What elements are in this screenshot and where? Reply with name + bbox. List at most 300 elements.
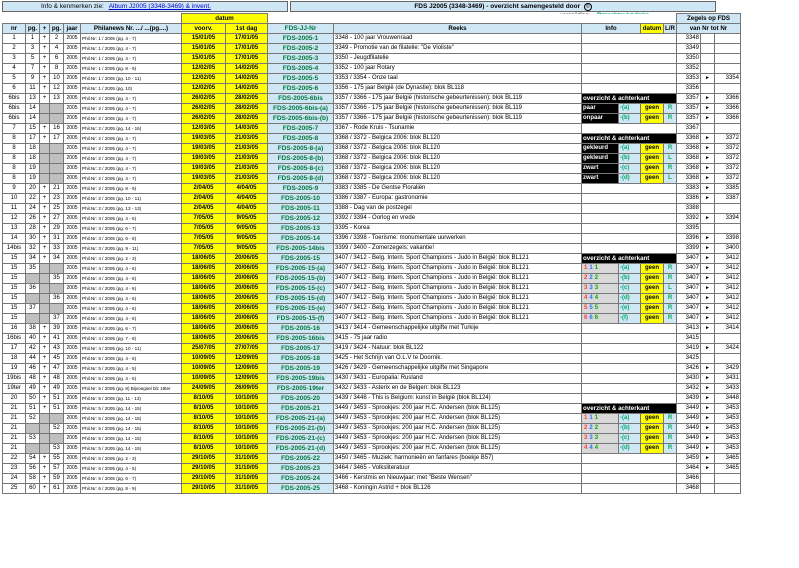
col-1st-dag: 1st dag [226, 24, 268, 34]
row-voorv: 2/04/05 [182, 194, 226, 204]
row-philanews: Phil.Nr: 1 / 2005 (pg. 10) [81, 84, 182, 94]
table-row [3, 234, 741, 244]
info-num: 3 [584, 435, 588, 441]
row-reeks: 3407 / 3412 - Belg. Intern. Sport Champions - Judo in België: blok BL121 [334, 284, 582, 294]
row-jaar: 2005 [64, 204, 81, 214]
row-tot [714, 54, 740, 64]
row-pg2 [50, 434, 64, 444]
row-1st-dag: 26/09/05 [226, 384, 268, 394]
row-plus [40, 274, 50, 284]
table-row [3, 484, 741, 494]
table-row [3, 144, 741, 154]
row-info-geen: geen [641, 154, 664, 164]
row-fds-nr: FDS-2005-12 [268, 214, 334, 224]
row-nr: 19ter [3, 384, 26, 394]
table-row [3, 464, 741, 474]
row-plus: + [40, 374, 50, 384]
info-num: 2 [594, 275, 599, 281]
info-num: 5 [594, 305, 599, 311]
row-pg1: 9 [26, 74, 40, 84]
row-info-empty [582, 84, 677, 94]
table-row [3, 474, 741, 484]
row-reeks: 3419 / 3424 - Natuur: blok BL122 [334, 344, 582, 354]
row-voorv: 18/06/05 [182, 254, 226, 264]
row-info-geen: geen [641, 274, 664, 284]
row-reeks: 3348 - 100 jaar Vrouwenraad [334, 34, 582, 44]
row-pg1: 26 [26, 214, 40, 224]
info-num: 3 [594, 285, 599, 291]
row-1st-dag: 21/03/05 [226, 144, 268, 154]
col-pg1: pg. [26, 24, 40, 34]
row-1st-dag: 9/05/05 [226, 214, 268, 224]
row-voorv: 18/06/05 [182, 264, 226, 274]
row-tot: 3385 [714, 184, 740, 194]
row-info-empty [582, 454, 677, 464]
row-tot: 3366 [714, 104, 740, 114]
row-lr: R [664, 104, 677, 114]
row-jaar: 2005 [64, 294, 81, 304]
table-row [3, 134, 741, 144]
row-philanews: Phil.Nr: 2 / 2005 (pg. 4 - 7) [81, 144, 182, 154]
arrow-right-icon: ► [700, 444, 714, 454]
row-jaar: 2005 [64, 64, 81, 74]
row-info-nums [582, 274, 619, 284]
arrow-right-icon: ► [700, 364, 714, 374]
row-tot: 3412 [714, 284, 740, 294]
info-num: 1 [584, 415, 588, 421]
row-philanews: Phil.Nr: 4 / 2005 (pg. 7 - 8) [81, 334, 182, 344]
row-voorv: 24/09/05 [182, 384, 226, 394]
row-info-letter: -(b) [619, 274, 641, 284]
table-row [3, 284, 741, 294]
row-plus: + [40, 194, 50, 204]
row-1st-dag: 20/06/05 [226, 324, 268, 334]
row-info-type: gekleurd [582, 154, 619, 164]
row-philanews: Phil.Nr: 4 / 2005 (pg. 4 - 6) [81, 274, 182, 284]
row-jaar: 2005 [64, 354, 81, 364]
row-plus [40, 174, 50, 184]
row-reeks: 3468 - Koningin Astrid + blok BL126 [334, 484, 582, 494]
row-info-letter: -(c) [619, 164, 641, 174]
table-row [3, 364, 741, 374]
row-pg1: 22 [26, 194, 40, 204]
row-tot: 3465 [714, 454, 740, 464]
row-voorv: 7/05/05 [182, 244, 226, 254]
row-reeks: 3466 - Kerstmis en Nieuwjaar: met "Beste Wensen" [334, 474, 582, 484]
row-tot: 3465 [714, 464, 740, 474]
arrow-right-icon: ► [700, 394, 714, 404]
row-tot: 3412 [714, 304, 740, 314]
row-1st-dag: 10/10/05 [226, 424, 268, 434]
row-nr: 8 [3, 164, 26, 174]
row-philanews: Phil.Nr: 2 / 2005 (pg. 4 - 7) [81, 174, 182, 184]
arrow-right-icon [700, 64, 714, 74]
row-tot: 3433 [714, 384, 740, 394]
row-fds-nr: FDS-2005-10 [268, 194, 334, 204]
row-voorv: 18/06/05 [182, 324, 226, 334]
row-info-geen: geen [641, 314, 664, 324]
row-info-letter: -(d) [619, 174, 641, 184]
row-van: 3388 [676, 204, 700, 214]
row-info-empty [582, 354, 677, 364]
row-reeks: 3415 - 75 jaar radio [334, 334, 582, 344]
row-pg2: 8 [50, 64, 64, 74]
row-pg2: 49 [50, 384, 64, 394]
row-1st-dag: 28/02/05 [226, 94, 268, 104]
row-tot: 3412 [714, 274, 740, 284]
row-pg1: 1 [26, 34, 40, 44]
row-pg1: 34 [26, 254, 40, 264]
col-pg2: pg. [50, 24, 64, 34]
row-1st-dag: 21/03/05 [226, 154, 268, 164]
arrow-right-icon: ► [700, 374, 714, 384]
row-plus: + [40, 44, 50, 54]
row-plus: + [40, 74, 50, 84]
album-link[interactable]: Album J2005 (3348-3469) & invent. [108, 3, 211, 10]
row-1st-dag: 10/10/05 [226, 414, 268, 424]
row-nr: 15 [3, 314, 26, 324]
row-nr: 15 [3, 274, 26, 284]
table-row [3, 274, 741, 284]
row-info-letter: -(a) [619, 104, 641, 114]
table-row [3, 154, 741, 164]
row-van: 3415 [676, 334, 700, 344]
row-van: 3368 [676, 164, 700, 174]
row-plus: + [40, 64, 50, 74]
row-1st-dag: 10/10/05 [226, 404, 268, 414]
arrow-right-icon: ► [700, 434, 714, 444]
row-reeks: 3350 - Jeugdfilatelie [334, 54, 582, 64]
row-van: 3368 [676, 144, 700, 154]
row-voorv: 8/10/05 [182, 414, 226, 424]
arrow-right-icon: ► [700, 164, 714, 174]
row-pg2: 31 [50, 234, 64, 244]
row-info-geen: geen [641, 444, 664, 454]
col-lr: L/R [665, 25, 675, 32]
row-van: 3368 [676, 134, 700, 144]
row-1st-dag: 12/09/05 [226, 364, 268, 374]
row-fds-nr: FDS-2005-19ter [268, 384, 334, 394]
row-plus: + [40, 34, 50, 44]
row-info-letter: -(c) [619, 434, 641, 444]
row-reeks: 3425 - Het Schrijn van O.L.V te Doornik. [334, 354, 582, 364]
row-philanews: Phil.Nr: 6 / 2005 (pg. 6 - 7) [81, 474, 182, 484]
row-philanews: Phil.Nr: 6 / 2005 (pg. 2 - 3) [81, 454, 182, 464]
row-1st-dag: 9/05/05 [226, 244, 268, 254]
row-1st-dag: 9/05/05 [226, 234, 268, 244]
row-fds-nr: FDS-2005-9 [268, 184, 334, 194]
row-tot [714, 44, 740, 54]
col-info-datum: datum [641, 24, 664, 34]
row-van: 3432 [676, 384, 700, 394]
row-plus: + [40, 394, 50, 404]
row-reeks: 3464 / 3465 - Volksliteratuur [334, 464, 582, 474]
row-tot: 3394 [714, 214, 740, 224]
info-num: 3 [589, 285, 593, 291]
fds-table [2, 13, 741, 494]
row-reeks: 3353 / 3354 - Onze taal [334, 74, 582, 84]
info-num: 2 [594, 425, 599, 431]
row-jaar: 2005 [64, 484, 81, 494]
arrow-right-icon [700, 124, 714, 134]
info-num: 4 [589, 445, 593, 451]
row-lr: L [664, 284, 677, 294]
row-voorv: 10/09/05 [182, 364, 226, 374]
arrow-right-icon: ► [700, 304, 714, 314]
row-tot: 3453 [714, 424, 740, 434]
row-plus [40, 304, 50, 314]
row-1st-dag: 10/10/05 [226, 434, 268, 444]
info-num: 3 [584, 285, 588, 291]
info-num: 4 [584, 295, 588, 301]
row-1st-dag: 27/07/05 [226, 344, 268, 354]
row-philanews: Phil.Nr: 6 / 2005 (pg. 8 - 9) [81, 484, 182, 494]
row-pg1: 14 [26, 104, 40, 114]
row-tot [714, 124, 740, 134]
row-jaar: 2005 [64, 104, 81, 114]
row-nr: 13 [3, 224, 26, 234]
row-pg1: 48 [26, 374, 40, 384]
row-pg2 [50, 154, 64, 164]
row-info-nums [582, 444, 619, 454]
row-1st-dag: 20/06/05 [226, 284, 268, 294]
table-row [3, 384, 741, 394]
row-philanews: Phil.Nr: 3 / 2005 (pg. 6 - 7) [81, 224, 182, 234]
row-pg2: 21 [50, 184, 64, 194]
row-van: 3386 [676, 194, 700, 204]
row-voorv: 10/09/05 [182, 374, 226, 384]
copyright-icon: © [585, 4, 590, 10]
row-nr: 10 [3, 194, 26, 204]
table-row [3, 114, 741, 124]
row-voorv: 7/05/05 [182, 224, 226, 234]
row-tot: 3453 [714, 434, 740, 444]
table-row [3, 414, 741, 424]
row-voorv: 18/06/05 [182, 284, 226, 294]
row-voorv: 19/03/05 [182, 154, 226, 164]
row-1st-dag: 10/10/05 [226, 394, 268, 404]
row-voorv: 19/03/05 [182, 164, 226, 174]
row-fds-nr: FDS-2005-14 [268, 234, 334, 244]
row-info-nums [582, 304, 619, 314]
row-pg1: 28 [26, 224, 40, 234]
row-reeks: 3399 / 3400 - Zomerzegels: vakantie! [334, 244, 582, 254]
row-philanews: Phil.Nr: 6 / 2005 (pg. 4 - 5) [81, 464, 182, 474]
row-plus [40, 264, 50, 274]
row-van: 3425 [676, 354, 700, 364]
row-nr: 21 [3, 414, 26, 424]
row-plus [40, 414, 50, 424]
info-num: 1 [589, 265, 593, 271]
row-voorv: 12/02/05 [182, 84, 226, 94]
row-plus: + [40, 124, 50, 134]
row-reeks: 3396 / 3398 - Toerisme: monumentale uurwerken [334, 234, 582, 244]
table-row [3, 424, 741, 434]
row-info-empty [582, 464, 677, 474]
row-van: 3356 [676, 84, 700, 94]
row-1st-dag: 20/06/05 [226, 304, 268, 314]
row-jaar: 2005 [64, 244, 81, 254]
arrow-right-icon: ► [700, 234, 714, 244]
row-info-letter: -(a) [619, 144, 641, 154]
row-philanews: Phil.Nr: 5 / 2005 (pg. 4 - 5) [81, 364, 182, 374]
info-num: 4 [594, 295, 599, 301]
row-philanews: Phil.Nr: 5 / 2005 (pg. 8) Bijvoegsel blz 19ter [81, 384, 182, 394]
row-pg2: 55 [50, 454, 64, 464]
row-info-geen: geen [641, 304, 664, 314]
row-fds-nr: FDS-2005-8-(d) [268, 174, 334, 184]
row-philanews: Phil.Nr: 2 / 2005 (pg. 4 - 7) [81, 164, 182, 174]
row-pg1: 40 [26, 334, 40, 344]
row-fds-nr: FDS-2005-21-(b) [268, 424, 334, 434]
row-info-empty [582, 334, 677, 344]
row-van: 3407 [676, 264, 700, 274]
row-nr: 19bis [3, 374, 26, 384]
row-fds-nr: FDS-2005-1 [268, 34, 334, 44]
row-voorv: 12/02/05 [182, 74, 226, 84]
row-voorv: 8/10/05 [182, 394, 226, 404]
row-reeks: 3356 - 175 jaar België (de Dynastie): blok BL118 [334, 84, 582, 94]
row-voorv: 18/06/05 [182, 314, 226, 324]
arrow-right-icon: ► [700, 74, 714, 84]
table-row [3, 394, 741, 404]
arrow-right-icon: ► [700, 454, 714, 464]
arrow-right-icon [700, 34, 714, 44]
row-plus [40, 284, 50, 294]
row-nr: 8 [3, 154, 26, 164]
arrow-right-icon [700, 204, 714, 214]
table-row [3, 194, 741, 204]
col-jaar: jaar [64, 24, 81, 34]
row-fds-nr: FDS-2005-21-(c) [268, 434, 334, 444]
arrow-right-icon: ► [700, 244, 714, 254]
row-plus: + [40, 384, 50, 394]
row-jaar: 2005 [64, 224, 81, 234]
arrow-right-icon: ► [700, 464, 714, 474]
row-van: 3352 [676, 64, 700, 74]
row-pg2: 51 [50, 394, 64, 404]
row-voorv: 29/10/05 [182, 474, 226, 484]
row-info-letter: -(d) [619, 444, 641, 454]
arrow-right-icon [700, 224, 714, 234]
row-tot: 3412 [714, 314, 740, 324]
row-jaar: 2005 [64, 94, 81, 104]
row-van: 3357 [676, 94, 700, 104]
row-tot: 3400 [714, 244, 740, 254]
row-plus [40, 314, 50, 324]
row-reeks: 3392 / 3394 - Oorlog en vrede [334, 214, 582, 224]
row-nr: 1 [3, 34, 26, 44]
row-pg2: 41 [50, 334, 64, 344]
row-tot: 3431 [714, 374, 740, 384]
row-info-letter: -(a) [619, 264, 641, 274]
row-jaar: 2005 [64, 444, 81, 454]
row-jaar: 2005 [64, 254, 81, 264]
row-tot [714, 474, 740, 484]
row-van: 3459 [676, 454, 700, 464]
row-reeks: 3388 - Dag van de postzegel [334, 204, 582, 214]
row-nr: 14 [3, 234, 26, 244]
row-1st-dag: 20/06/05 [226, 314, 268, 324]
row-plus: + [40, 244, 50, 254]
row-jaar: 2005 [64, 314, 81, 324]
row-pg2: 37 [50, 314, 64, 324]
arrow-right-icon: ► [700, 184, 714, 194]
row-pg2: 53 [50, 444, 64, 454]
arrow-right-icon: ► [700, 274, 714, 284]
row-nr: 8 [3, 134, 26, 144]
row-voorv: 8/10/05 [182, 424, 226, 434]
row-van: 3449 [676, 414, 700, 424]
arrow-right-icon: ► [700, 254, 714, 264]
row-philanews: Phil.Nr: 2 / 2005 (pg. 4 - 7) [81, 154, 182, 164]
row-van: 3407 [676, 304, 700, 314]
row-nr: 21 [3, 424, 26, 434]
row-philanews: Phil.Nr: 2 / 2005 (pg. 4 - 7) [81, 104, 182, 114]
row-nr: 23 [3, 464, 26, 474]
row-philanews: Phil.Nr: 5 / 2005 (pg. 14 - 15) [81, 414, 182, 424]
row-voorv: 26/02/05 [182, 94, 226, 104]
row-fds-nr: FDS-2005-6 [268, 84, 334, 94]
row-plus [40, 104, 50, 114]
row-fds-nr: FDS-2005-8-(a) [268, 144, 334, 154]
row-voorv: 7/05/05 [182, 234, 226, 244]
arrow-right-icon: ► [700, 414, 714, 424]
row-pg2: 13 [50, 94, 64, 104]
row-voorv: 29/10/05 [182, 484, 226, 494]
row-fds-nr: FDS-2005-15-(c) [268, 284, 334, 294]
row-pg2: 57 [50, 464, 64, 474]
row-plus [40, 294, 50, 304]
row-tot [714, 204, 740, 214]
row-info-type: zwart [582, 174, 619, 184]
row-pg2 [50, 264, 64, 274]
row-reeks: 3386 / 3387 - Europa: gastronomie [334, 194, 582, 204]
row-lr: R [664, 294, 677, 304]
row-tot: 3372 [714, 174, 740, 184]
row-lr: R [664, 414, 677, 424]
row-voorv: 8/10/05 [182, 434, 226, 444]
row-pg1: 44 [26, 354, 40, 364]
row-jaar: 2005 [64, 114, 81, 124]
row-jaar: 2005 [64, 304, 81, 314]
row-pg2: 36 [50, 294, 64, 304]
row-info-geen: geen [641, 424, 664, 434]
row-voorv: 18/06/05 [182, 274, 226, 284]
zegels-header: Zegels op FDS [676, 14, 740, 24]
row-plus: + [40, 134, 50, 144]
row-fds-nr: FDS-2005-20 [268, 394, 334, 404]
row-info-empty [582, 344, 677, 354]
row-pg2: 29 [50, 224, 64, 234]
row-fds-nr: FDS-2005-15-(e) [268, 304, 334, 314]
row-van: 3407 [676, 294, 700, 304]
row-jaar: 2005 [64, 324, 81, 334]
row-pg1: 36 [26, 284, 40, 294]
info-num: 2 [584, 425, 588, 431]
page-title: FDS J2005 (3348-3469) - overzicht samengesteld door [414, 3, 581, 10]
row-tot: 3372 [714, 154, 740, 164]
row-fds-nr: FDS-2005-24 [268, 474, 334, 484]
row-pg1: 24 [26, 204, 40, 214]
row-lr: R [664, 164, 677, 174]
table-row [3, 434, 741, 444]
row-jaar: 2005 [64, 474, 81, 484]
row-tot: 3453 [714, 404, 740, 414]
arrow-right-icon: ► [700, 214, 714, 224]
row-pg1: 20 [26, 184, 40, 194]
row-plus [40, 434, 50, 444]
